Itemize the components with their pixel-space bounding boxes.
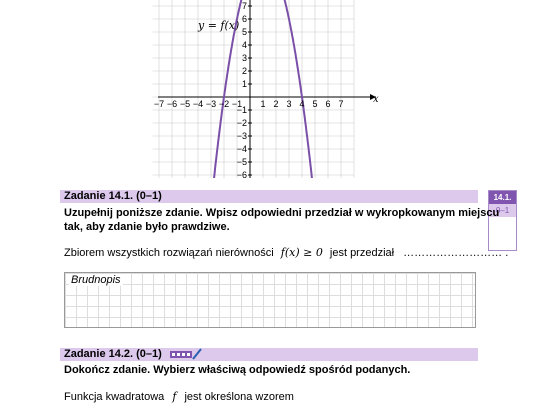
function-label: y = f(x) — [198, 19, 240, 32]
y-tick-label: 4 — [241, 40, 247, 50]
sentence-before: Funkcja kwadratowa — [64, 391, 165, 403]
y-tick-label: 3 — [241, 53, 247, 63]
score-box-points: 0–1 — [489, 204, 516, 217]
x-tick-label: −5 — [179, 99, 191, 109]
x-tick-label: 1 — [260, 99, 266, 109]
x-tick-label: −2 — [218, 99, 230, 109]
y-tick-label: 1 — [241, 79, 247, 89]
y-tick-label: −2 — [236, 118, 247, 128]
task-14-2-sentence — [64, 390, 294, 404]
graph-grid — [153, 0, 355, 178]
task-14-1-instruction-line2: tak, aby zdanie było prawdziwe. — [64, 221, 230, 233]
task-14-1-header — [60, 190, 478, 203]
x-tick-label: −4 — [192, 99, 204, 109]
task-14-1-title: Zadanie 14.1. (0–1) — [64, 190, 162, 202]
task-14-2-title — [64, 348, 203, 361]
answer-blank[interactable]: ……………………… . — [403, 247, 509, 259]
x-tick-label: 2 — [273, 99, 279, 109]
x-tick-label: 3 — [286, 99, 292, 109]
x-tick-label: −1 — [231, 99, 243, 109]
task-14-1-sentence — [64, 246, 508, 260]
x-tick-label: 5 — [312, 99, 318, 109]
x-tick-label: −3 — [205, 99, 217, 109]
task-14-1-instruction-line1: Uzupełnij poniższe zdanie. Wpisz odpowiedni przedział w wykropkowanym miejscu — [64, 207, 500, 219]
y-tick-label: −3 — [236, 131, 247, 141]
function-symbol: f — [172, 390, 177, 403]
x-tick-label: 4 — [299, 99, 305, 109]
x-tick-label: −7 — [153, 99, 165, 109]
task-14-2-header — [60, 348, 478, 361]
y-tick-label: −4 — [236, 144, 247, 154]
calculator-pencil-icon — [169, 348, 203, 360]
x-tick-labels — [154, 99, 344, 109]
task-14-2-title-text: Zadanie 14.2. (0–1) — [64, 348, 162, 360]
x-axis-letter: x — [373, 94, 379, 105]
sentence-before: Zbiorem wszystkich rozwiązań nierówności — [64, 247, 274, 259]
function-graph — [150, 0, 390, 178]
scratchpad-area[interactable] — [64, 272, 476, 328]
x-tick-label: 7 — [338, 99, 344, 109]
task-14-2-instruction: Dokończ zdanie. Wybierz właściwą odpowiedź spośród podanych. — [64, 364, 411, 376]
inequality-math: f(x) ≥ 0 — [280, 246, 323, 259]
x-tick-label: 6 — [325, 99, 331, 109]
y-tick-label: −5 — [236, 157, 247, 167]
y-tick-label: 5 — [241, 27, 247, 37]
sentence-after: jest określona wzorem — [184, 391, 294, 403]
y-tick-label: 2 — [241, 66, 247, 76]
scratchpad-label: Brudnopis — [71, 274, 121, 286]
score-box-label: 14.1. — [489, 191, 516, 204]
y-tick-label: 6 — [241, 14, 247, 24]
y-tick-label: −6 — [236, 170, 247, 178]
sentence-after: jest przedział — [329, 247, 395, 259]
x-tick-label: −6 — [166, 99, 178, 109]
y-tick-label: −1 — [236, 105, 247, 115]
y-tick-label: 7 — [241, 1, 247, 11]
graph-axes — [158, 0, 376, 178]
score-box-14-1 — [488, 190, 517, 251]
